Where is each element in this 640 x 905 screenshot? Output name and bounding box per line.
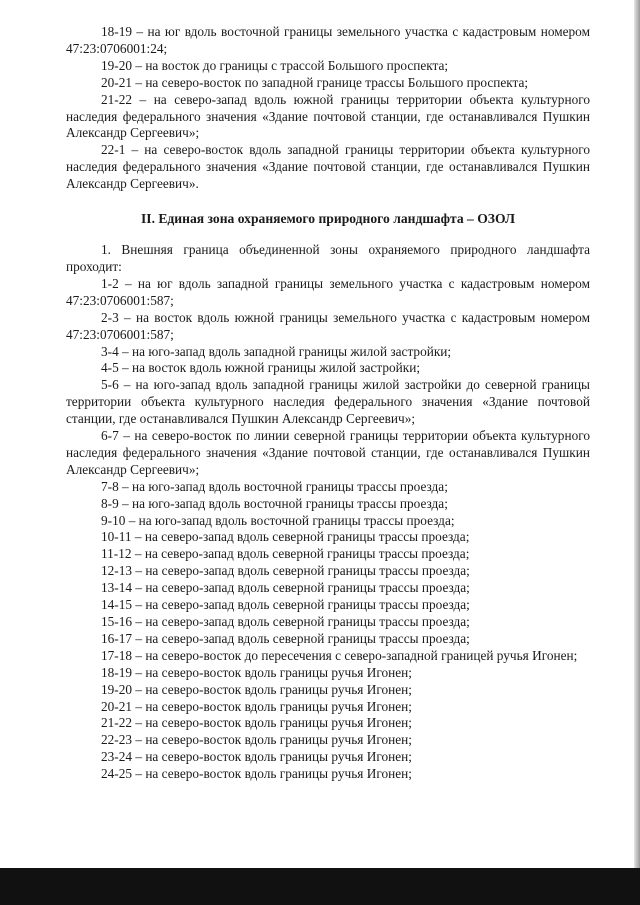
boundary-item: 14-15 – на северо-запад вдоль северной границы трассы проезда;	[101, 597, 470, 613]
boundary-item: 22-23 – на северо-восток вдоль границы ручья Игонен;	[101, 732, 412, 748]
boundary-item: 8-9 – на юго-запад вдоль восточной границы трассы проезда;	[101, 495, 448, 511]
boundary-item: 4-5 – на восток вдоль южной границы жилой застройки;	[101, 360, 421, 376]
boundary-item: 10-11 – на северо-запад вдоль северной границы трассы проезда;	[101, 529, 470, 545]
boundary-item: 22-1 – на северо-восток вдоль западной границы территории объекта культурного наследия федерального значения «Здание почтовой станции, где останавливался Пушкин Александр Сергеевич».	[66, 142, 590, 192]
boundary-item: 24-25 – на северо-восток вдоль границы ручья Игонен;	[101, 766, 412, 782]
boundary-item: 19-20 – на северо-восток вдоль границы ручья Игонен;	[101, 681, 412, 697]
boundary-item: 9-10 – на юго-запад вдоль восточной границы трассы проезда;	[101, 512, 455, 528]
section-intro: 1. Внешняя граница объединенной зоны охраняемого природного ландшафта проходит:	[66, 242, 590, 274]
boundary-item: 21-22 – на северо-запад вдоль южной границы территории объекта культурного наследия федерального значения «Здание почтовой станции, где останавливался Пушкин Александр Сергеевич»;	[66, 91, 590, 141]
section-heading: II. Единая зона охраняемого природного ландшафта – ОЗОЛ	[140, 211, 516, 227]
document-body	[66, 24, 590, 783]
boundary-item: 17-18 – на северо-восток до пересечения с северо-западной границей ручья Игонен;	[101, 647, 578, 663]
boundary-item: 13-14 – на северо-запад вдоль северной границы трассы проезда;	[101, 580, 470, 596]
boundary-item: 19-20 – на восток до границы с трассой Большого проспекта;	[101, 57, 449, 73]
boundary-item: 5-6 – на юго-запад вдоль западной границы жилой застройки до северной границы территории объекта культурного наследия федерального значения «Здание почтовой станции, где останавливался Пушкин Александр Сергеевич»;	[66, 377, 590, 427]
boundary-item: 21-22 – на северо-восток вдоль границы ручья Игонен;	[101, 715, 412, 731]
boundary-item: 7-8 – на юго-запад вдоль восточной границы трассы проезда;	[101, 478, 448, 494]
scan-bottom-band	[0, 868, 640, 905]
boundary-item: 11-12 – на северо-запад вдоль северной границы трассы проезда;	[101, 546, 470, 562]
boundary-item: 6-7 – на северо-восток по линии северной границы территории объекта культурного наследия федерального значения «Здание почтовой станции, где останавливался Пушкин Александр Сергеевич»;	[66, 428, 590, 477]
boundary-item: 16-17 – на северо-запад вдоль северной границы трассы проезда;	[101, 630, 470, 646]
boundary-item: 15-16 – на северо-запад вдоль северной границы трассы проезда;	[101, 614, 470, 629]
boundary-item: 18-19 – на юг вдоль восточной границы земельного участка с кадастровым номером 47:23:0706001:24;	[66, 24, 590, 56]
boundary-item: 1-2 – на юг вдоль западной границы земельного участка с кадастровым номером 47:23:0706001:587;	[66, 275, 590, 308]
boundary-item: 20-21 – на северо-восток вдоль границы ручья Игонен;	[101, 698, 412, 714]
boundary-item: 20-21 – на северо-восток по западной границе трассы Большого проспекта;	[101, 74, 529, 90]
scan-edge	[634, 0, 640, 868]
boundary-item: 2-3 – на восток вдоль южной границы земельного участка с кадастровым номером 47:23:0706001:587;	[66, 309, 590, 342]
boundary-item: 12-13 – на северо-запад вдоль северной границы трассы проезда;	[101, 563, 470, 579]
boundary-item: 23-24 – на северо-восток вдоль границы ручья Игонен;	[101, 749, 412, 765]
boundary-item: 3-4 – на юго-запад вдоль западной границы жилой застройки;	[101, 343, 452, 359]
boundary-item: 18-19 – на северо-восток вдоль границы ручья Игонен;	[101, 664, 412, 680]
